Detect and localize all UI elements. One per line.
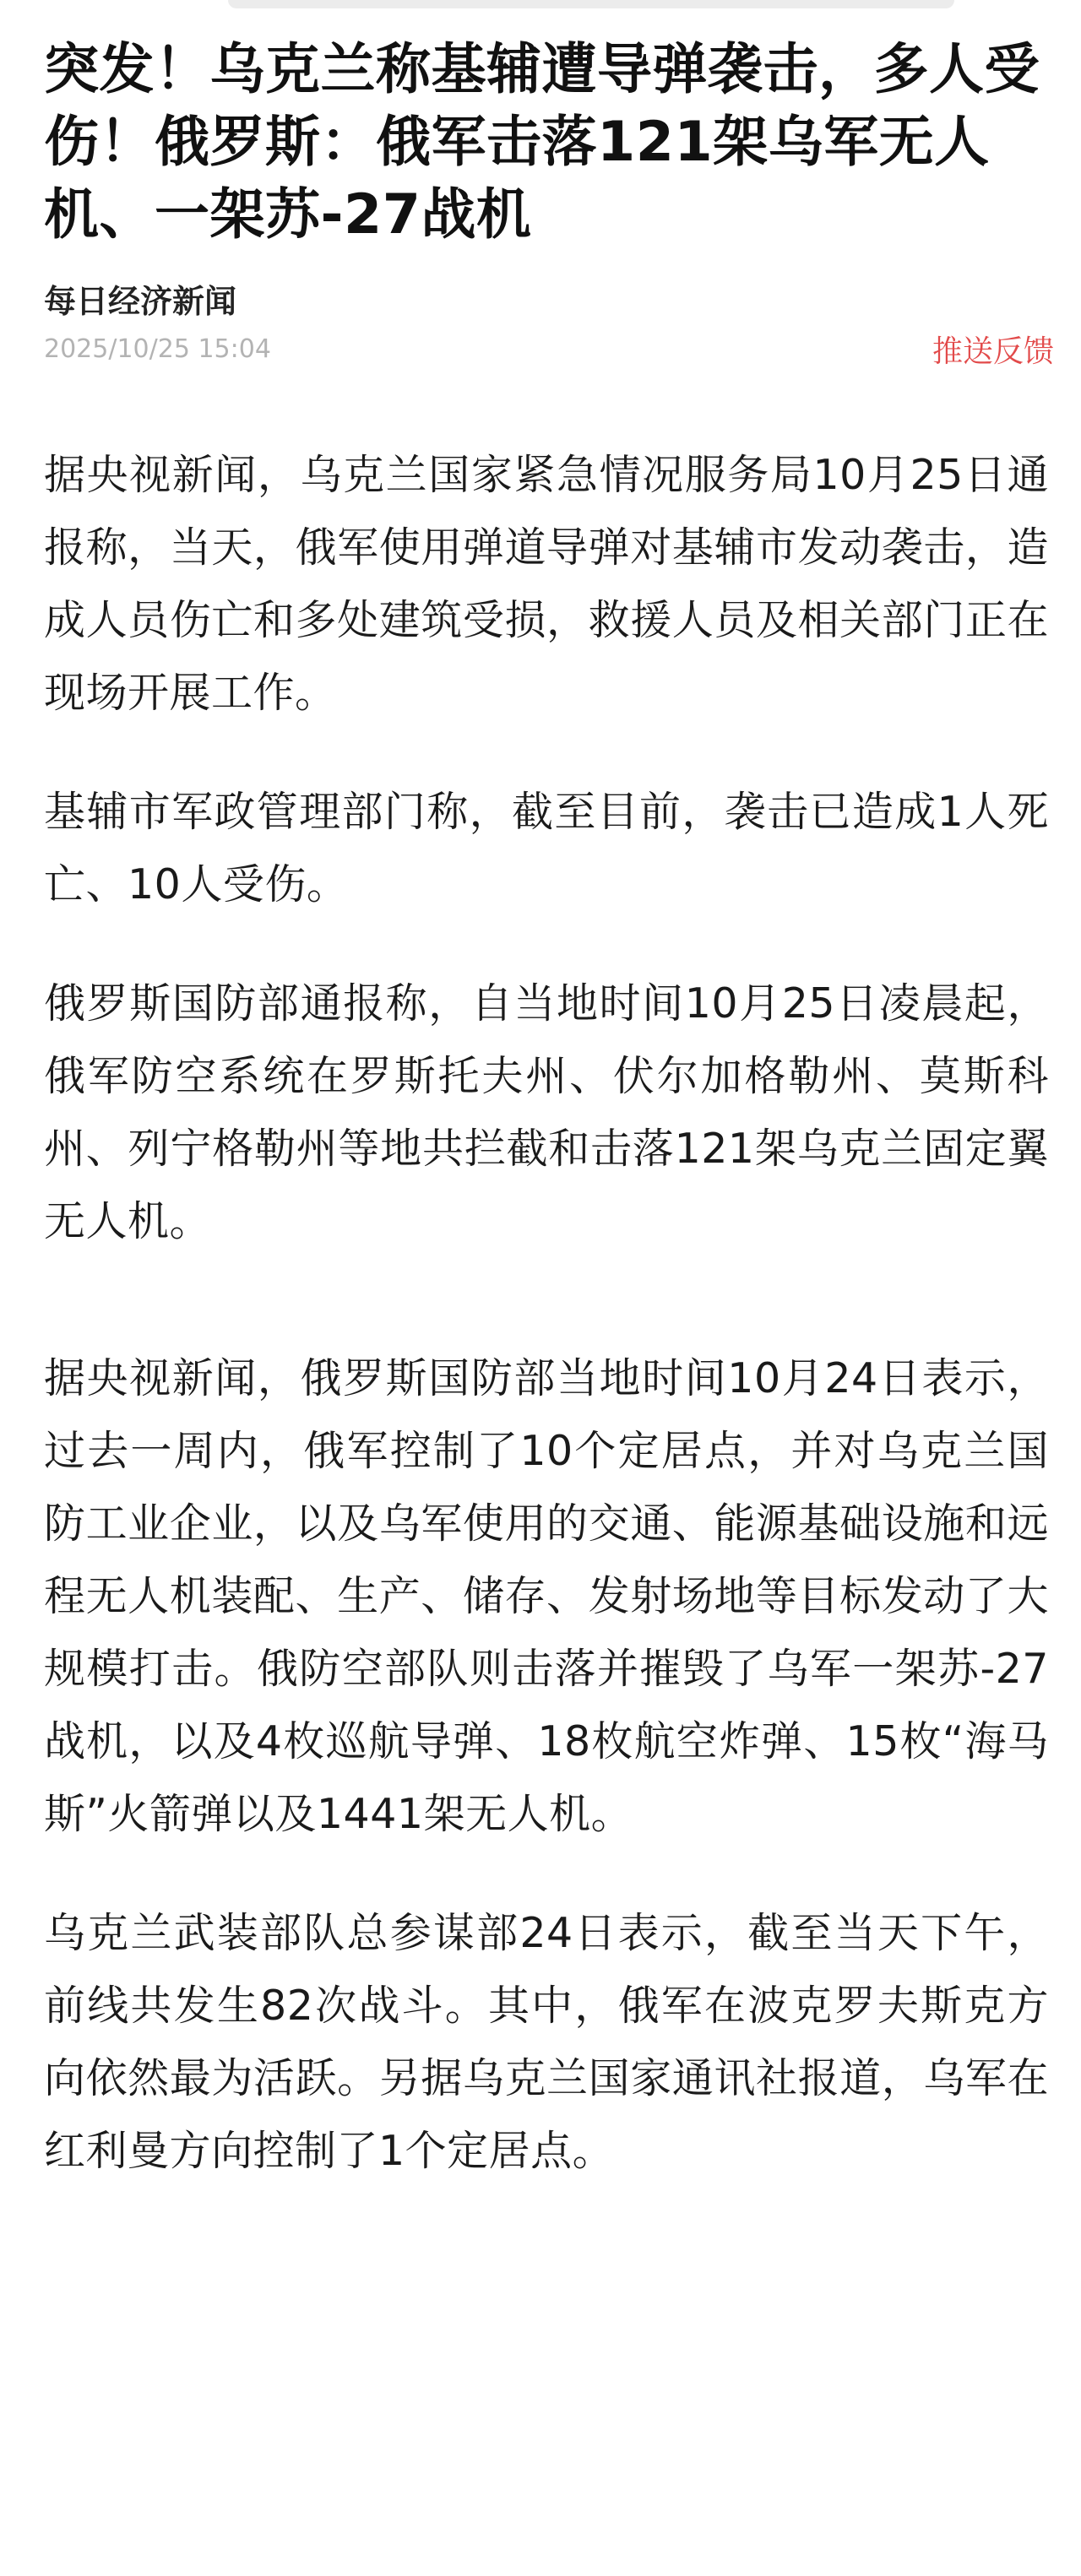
article-paragraph-1: 据央视新闻，乌克兰国家紧急情况服务局10月25日通报称，当天，俄军使用弹道导弹对基辅市发动袭击，造成人员伤亡和多处建筑受损，救援人员及相关部门正在现场开展工作。 xyxy=(44,451,1049,717)
push-feedback-link[interactable]: 推送反馈 xyxy=(932,334,1054,369)
article xyxy=(44,34,1054,2234)
article-body xyxy=(44,439,1049,2188)
article-paragraph-3: 俄罗斯国防部通报称，自当地时间10月25日凌晨起，俄军防空系统在罗斯托夫州、伏尔加格勒州、莫斯科州、列宁格勒州等地共拦截和击落121架乌克兰固定翼无人机。 xyxy=(44,979,1049,1245)
article-meta xyxy=(44,275,1054,377)
article-paragraph-4: 据央视新闻，俄罗斯国防部当地时间10月24日表示，过去一周内，俄军控制了10个定居点，并对乌克兰国防工业企业，以及乌军使用的交通、能源基础设施和远程无人机装配、生产、储存、发射场地等目标发动了大规模打击。俄防空部队则击落并摧毁了乌军一架苏-27战机，以及4枚巡航导弹、18枚航空炸弹、15枚“海马斯”火箭弹以及1441架无人机。 xyxy=(44,1354,1049,1838)
source-name[interactable]: 每日经济新闻 xyxy=(44,283,237,320)
publish-time: 2025/10/25 15:04 xyxy=(44,334,271,364)
article-paragraph-2: 基辅市军政管理部门称，截至目前，袭击已造成1人死亡、10人受伤。 xyxy=(44,788,1049,908)
article-headline: 突发！乌克兰称基辅遭导弹袭击，多人受伤！俄罗斯：俄军击落121架乌军无人机、一架苏-27战机 xyxy=(44,38,1040,247)
article-paragraph-5: 乌克兰武装部队总参谋部24日表示，截至当天下午，前线共发生82次战斗。其中，俄军在波克罗夫斯克方向依然最为活跃。另据乌克兰国家通讯社报道，乌军在红利曼方向控制了1个定居点。 xyxy=(44,1909,1049,2175)
top-bar-edge xyxy=(228,0,954,8)
